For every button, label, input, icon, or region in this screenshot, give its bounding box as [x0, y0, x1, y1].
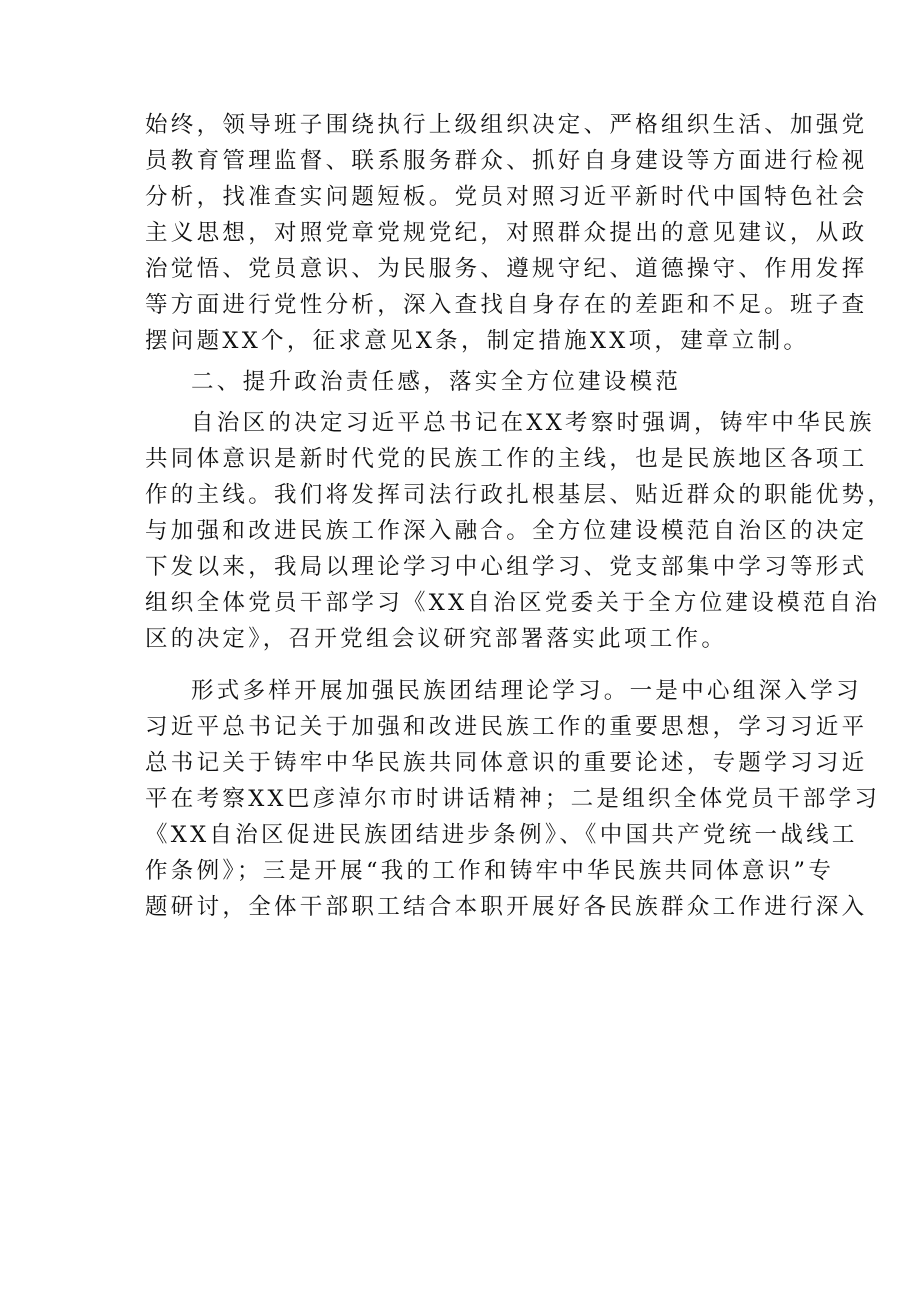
- paragraph-party-review: [145, 107, 868, 359]
- text-line: 员教育管理监督、联系服务群众、抓好自身建设等方面进行检视: [145, 148, 868, 174]
- text-line: 区的决定》，召开党组会议研究部署落实此项工作。: [145, 626, 728, 652]
- text-line: 总书记关于铸牢中华民族共同体意识的重要论述，专题学习习近: [145, 750, 868, 776]
- paragraph-ethnic-unity-study: [145, 673, 881, 925]
- text-line: 主义思想，对照党章党规党纪，对照群众提出的意见建议，从政: [145, 220, 868, 246]
- text-line: 治觉悟、党员意识、为民服务、遵规守纪、道德操守、作用发挥: [145, 256, 868, 282]
- paragraph-autonomous-region: [145, 405, 894, 657]
- text-line: 等方面进行党性分析，深入查找自身存在的差距和不足。班子查: [145, 292, 868, 318]
- section-heading-two: [145, 364, 785, 400]
- text-line: 作条例》；三是开展“我的工作和铸牢中华民族共同体意识”专: [145, 858, 835, 884]
- text-line: 自治区的决定习近平总书记在XX考察时强调，铸牢中华民族: [191, 410, 875, 436]
- text-line: 作的主线。我们将发挥司法行政扎根基层、贴近群众的职能优势，: [145, 482, 894, 508]
- text-line: 平在考察XX巴彦淖尔市时讲话精神；二是组织全体党员干部学习: [145, 786, 881, 812]
- text-line: 摆问题XX个，征求意见X条，制定措施XX项，建章立制。: [145, 328, 810, 354]
- text-line: 《XX自治区促进民族团结进步条例》、《中国共产党统一战线工: [145, 822, 858, 848]
- text-line: 共同体意识是新时代党的民族工作的主线，也是民族地区各项工: [145, 446, 868, 472]
- section-heading-text: 二、提升政治责任感，落实全方位建设模范: [191, 369, 682, 395]
- text-line: 题研讨，全体干部职工结合本职开展好各民族群众工作进行深入: [145, 894, 868, 920]
- text-line: 组织全体党员干部学习《XX自治区党委关于全方位建设模范自治: [145, 590, 881, 616]
- text-line: 始终，领导班子围绕执行上级组织决定、严格组织生活、加强党: [145, 112, 868, 138]
- document-body: [145, 107, 894, 925]
- text-line: 形式多样开展加强民族团结理论学习。一是中心组深入学习: [191, 678, 862, 704]
- text-line: 习近平总书记关于加强和改进民族工作的重要思想，学习习近平: [145, 714, 868, 740]
- text-line: 与加强和改进民族工作深入融合。全方位建设模范自治区的决定: [145, 518, 868, 544]
- text-line: 分析，找准查实问题短板。党员对照习近平新时代中国特色社会: [145, 184, 868, 210]
- paragraph-gap: [145, 657, 785, 673]
- text-line: 下发以来，我局以理论学习中心组学习、党支部集中学习等形式: [145, 554, 868, 580]
